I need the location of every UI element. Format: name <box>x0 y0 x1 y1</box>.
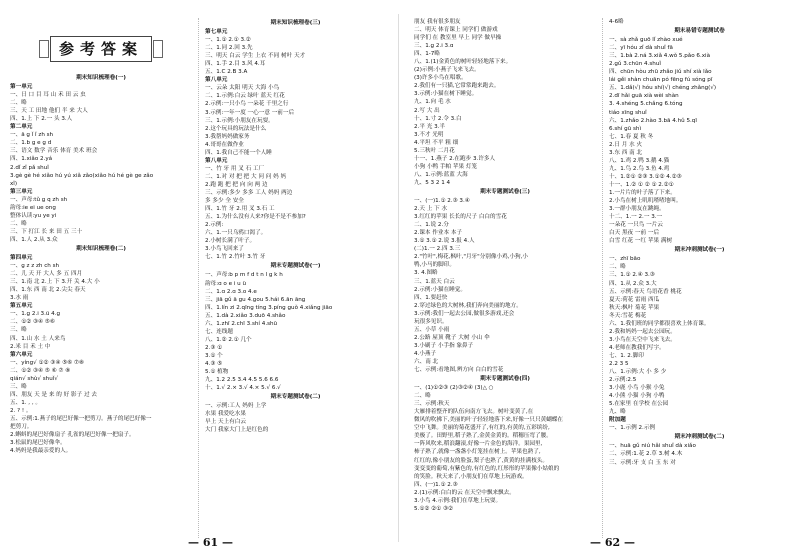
answer-line: 一、1.示例 2.示例 <box>609 425 656 432</box>
answer-line: 2.我和妈妈一起去公园玩。 <box>609 328 676 335</box>
answer-line: 2.(1)示例:白白的云 在天空中飘来飘去。 <box>414 489 515 496</box>
answer-line: 八、1.(1)金黄色的树叶轻轻地落下来。 <box>414 59 512 66</box>
answer-line: 四、1-7略 <box>414 51 440 58</box>
answer-line: 2.米 目 禾 土 中 <box>10 343 51 350</box>
answer-line: 2.公路 屋顶 靴子 大树 小山 伞 <box>414 334 490 341</box>
answer-line: 九、略 <box>609 409 626 416</box>
answer-line: 早上 天上有白云 <box>205 419 246 426</box>
answer-line: 二、略 <box>609 264 626 271</box>
answer-line: 玩很多见识。 <box>414 318 448 325</box>
answer-line: 整体认读:yu ye yi <box>10 212 57 219</box>
answer-line: lái ɡěi shàn chuān pó fēnɡ fú sónɡ pī <box>609 77 713 84</box>
answer-line: 白雪 红花 一红 苹果 满树 <box>609 238 673 245</box>
page-number-left: — 61 — <box>188 536 233 549</box>
answer-line: 三、jiā ɡǔ ā ɡu 4.ɡou 5.hái 6.ān ānɡ <box>205 296 306 303</box>
answer-line: 八、1.示例:大 小 多 少 <box>609 369 667 376</box>
answer-line: 五、1.dǎ(√) hóu shí(√) chénɡ zhǎnɡ(√) <box>609 85 717 92</box>
answer-line: 六、1.zhī 2.chī 3.shí 4.shū <box>205 320 278 327</box>
page-right <box>408 18 796 538</box>
answer-line: 一、竹 牙 用 叉 石 工厂 <box>205 165 265 172</box>
answer-line: 四、1.lín zi 2.qīnɡ tínɡ 3.pínɡ ɡuǒ 4.xiǎnɡ jiāo <box>205 304 333 311</box>
answer-line: tiáo xīnɡ shuǐ <box>609 109 647 116</box>
answer-line: 二、示例:1.花 2.草 3.树 4.木 <box>609 451 683 458</box>
answer-line: 2."竹叶",梅花,枫叶,"月牙"分别像小鸡,小狗,小 <box>414 254 529 261</box>
answer-line: 白天 黑夜 一前 一后 <box>609 230 660 237</box>
answer-line: 2.天 上 下 水 <box>414 206 448 213</box>
answer-line: 九、5 3 2 1 4 <box>414 179 451 186</box>
answer-line: 一、(1)①②③ (2)③②④ (3)△ ○ <box>414 385 494 392</box>
answer-line: 十二、1.一 2.一 3.一 <box>609 214 663 221</box>
answer-line: 三、示例:多少 多多 工人 妈妈 两边 <box>205 189 293 196</box>
answer-line: 2.2 3 5 <box>609 360 629 367</box>
answer-line: 3.一群小朋友在跳绳。 <box>609 206 665 213</box>
answer-line: 二、略 <box>414 393 431 400</box>
answer-line: 五、1.C 2.B 3.A <box>205 69 248 76</box>
answer-line: 一、ā ɡ ǐ ǐ zh sh <box>10 132 54 139</box>
answer-line: 十、1.√ 2.× 3.√ 4.× 5.√ 6.√ <box>205 385 281 392</box>
answer-line: 四、1.山 水 土 人来鸟 <box>10 335 66 342</box>
answer-line: 5.①② ②① ③② <box>414 505 453 512</box>
answer-line: 2.dī hǎi ɡuā xià wèi shàn <box>609 93 679 100</box>
answer-line: 3.松鼠的尾巴好像伞。 <box>10 440 66 447</box>
answer-line: 1.一片片的叶子落了下来。 <box>609 189 676 196</box>
answer-line: 2.日 月 水 火 <box>609 141 643 148</box>
answer-line: 十、1.寸 2.令 3.白 <box>414 115 462 122</box>
answer-line: 三、略 <box>10 383 27 390</box>
unit-heading: 第六单元 <box>10 351 33 358</box>
unit-heading: 第八单元 <box>205 157 228 164</box>
section-heading: 期末冲刺测试卷(二) <box>674 434 725 441</box>
answer-line: 二、1.对 对 把 把 大 问 问 妈 妈 <box>205 173 287 180</box>
answer-line: 大门 我家大门上是红色的 <box>205 427 269 434</box>
answer-line: 水果 我爱吃水果 <box>205 411 246 418</box>
answer-line: 二、1.说 2.分 <box>414 222 449 229</box>
answer-line: 红红的,像小朋友的脸蛋,梨子也熟了,黄黄的挂满枝头。 <box>414 457 548 464</box>
answer-line: 6.shí ɡū shì <box>609 125 642 132</box>
answer-key-title <box>50 36 152 62</box>
answer-line: 4.哥哥在做作业 <box>205 141 244 148</box>
answer-line: 夏天:荷花 雷雨 西瓜 <box>609 296 660 303</box>
answer-line: 三、1.蓝天 白云 <box>414 278 455 285</box>
unit-heading: 第二单元 <box>10 124 33 131</box>
answer-line: 六、1.我们班的同学都很喜欢上体育课。 <box>609 320 710 327</box>
answer-line: 五、1.为什么没有人来?你是不是不参加? <box>205 214 306 221</box>
answer-line: 4.老师在教我们写字。 <box>609 344 665 351</box>
answer-line: 二、1.ɑ 2.ɑ 3.o 4.e <box>205 288 257 295</box>
unit-heading: 第四单元 <box>10 255 33 262</box>
answer-line: 韵母:ɑ o e i u ü <box>205 280 247 287</box>
page-divider <box>398 14 399 542</box>
section-heading: 期末知识梳理卷(二) <box>76 245 126 252</box>
answer-line: 2.这个玩具的玩法是什么 <box>205 125 267 132</box>
answer-line: 5.三秋叶 二月花 <box>414 147 455 154</box>
answer-line: 五、1. , , 。 <box>10 399 42 406</box>
answer-line: 韵母:ie ei ue ong <box>10 204 56 211</box>
section-heading: 期末知识梳理卷(三) <box>270 20 321 26</box>
answer-line: 3.① 个 <box>205 352 223 359</box>
answer-line: 二、1.示例:白云 绿叶 蓝天 红花 <box>205 93 285 100</box>
column-left-1 <box>4 18 198 538</box>
answer-line: 四、(一)1.① 2.③ <box>414 481 458 488</box>
answer-line: (2)示例:小燕子飞来飞去。 <box>414 67 480 74</box>
answer-line: 2.跑 跑 把 把 向 向 两 边 <box>205 181 268 188</box>
answer-line: 2.示例:一只小鸟 一朵花 千里之行 <box>205 101 289 108</box>
section-heading: 期末易错专题测试卷 <box>674 28 725 35</box>
answer-line: 4.妈妈是我最亲爱的人。 <box>10 448 72 455</box>
answer-line: 3.小鹿 小鸟 小猴 小兔 <box>609 385 665 392</box>
answer-line: 3.东 西 南 北 <box>609 149 643 156</box>
answer-line: 4.平坦 不平 粗 细 <box>414 139 459 146</box>
answer-line: 鸭,小马的脚印。 <box>414 262 455 269</box>
answer-line: 把剪刀。 <box>10 424 33 431</box>
answer-line: 三、1.bà 2.ná 3.xiǎ 4.wǒ 5.pǎo 6.xià <box>609 53 711 60</box>
answer-line: 2.小鸟在树上叽叽喳喳地叫。 <box>609 198 682 205</box>
answer-line: 一、1.① 2.① 3.② <box>205 37 251 44</box>
answer-line: 美极了。田野里,稻子熟了,金黄金黄的。稻穗压弯了腰。 <box>414 433 552 440</box>
answer-line: 二、明天 体育课上 同学们 做游戏 <box>414 27 498 34</box>
answer-line: 四、chūn hòu zhū zhǎo jiǔ shí xià lǎo <box>609 69 712 76</box>
answer-line: 三、1.南 北 2.上 下 3.开 关 4.大 小 <box>10 279 100 286</box>
answer-line: 九、1.向 毛 水 <box>414 99 451 106</box>
answer-line: 十一、1.燕子 2.在跑步 3.许多人 <box>414 155 496 162</box>
answer-line: 3.小鸟飞回来了 <box>205 246 244 253</box>
answer-line: 2.ɡǔ 3.chūn 4.shuǐ <box>609 61 661 68</box>
answer-line: 朋友 我有很多朋友 <box>414 19 461 25</box>
answer-line: 二、略 <box>10 100 27 107</box>
answer-line: 一、(一)1.① 2.③ 3.④ <box>414 198 470 205</box>
answer-line: 三、天 工 田地 他们 半 来 大人 <box>10 108 88 115</box>
answer-line: 3.示例:一年一度 一心一意 一前一后 <box>205 109 295 116</box>
answer-line: 七、连线题 <box>205 328 233 335</box>
answer-line: 三、示例:秋天 <box>414 401 450 408</box>
answer-line: 空中飞舞。美丽的菊花盛开了,有红的,有黄的,五彩缤纷, <box>414 425 550 432</box>
unit-heading: 第五单元 <box>10 303 33 310</box>
answer-line: 2. ? ! 。 <box>10 407 32 414</box>
answer-line: 柿子熟了,就像一盏盏小灯笼挂在树上。苹果也熟了, <box>414 449 541 456</box>
answer-line: 小狗 小鸭 手帕 苹果 灯笼 <box>414 163 478 170</box>
answer-line: 三、下 打江 长 来 田 五 三十 <box>10 228 83 235</box>
answer-line: 4.小熊 小猫 小狗 小鸭 <box>609 393 665 400</box>
answer-line: 一、huā ɡǔ niú hǎi shuǐ dà xiǎo <box>609 443 696 450</box>
answer-line: 3.小鸟在天空中飞来飞去。 <box>609 336 676 343</box>
answer-line: 3.不才 光明 <box>414 131 444 138</box>
answer-line: 同学们 在 教室里 早上 同学 做早操 <box>414 35 502 42</box>
answer-line: 八、1.鸡 2.鸭 3.鹅 4.猫 <box>609 157 670 164</box>
answer-line: 二、儿 天 开 大人 多 五 四月 <box>10 271 83 278</box>
answer-line: 2.写 大 出 <box>414 107 440 114</box>
answer-line: 3.小鸟 4.示例:我们在草地上玩耍。 <box>414 497 502 504</box>
answer-line: 四、1.从 2.众 3.大 <box>609 280 657 287</box>
answer-line: 一、日 口 目 耳 山 禾 田 云 虫 <box>10 92 86 99</box>
answer-line: 一、云朵 太阳 明天 大海 小鸟 <box>205 85 280 92</box>
answer-line: 2.平 光 3.半 <box>414 123 446 130</box>
answer-line: (二)1.一 2.四 3.三 <box>414 246 461 253</box>
answer-line: 六、1.zhǎo 2.hào 3.bā 4.hǔ 5.qī <box>609 117 697 124</box>
answer-line: 三、略 <box>10 327 27 334</box>
answer-line: 四、1.我自己不能一个人睡 <box>205 149 272 156</box>
answer-line: 一朵花 一只鸟 一片云 <box>609 222 663 229</box>
answer-line: 微风的吹拂下,美丽的叶子轻轻地落下来,好像一只只黄蝴蝶在 <box>414 417 563 424</box>
unit-heading: 第三单元 <box>10 188 33 195</box>
answer-line: 三、示例:牙 支 白 玉 东 对 <box>609 459 676 466</box>
answer-line: 2.③ ① <box>205 344 223 351</box>
answer-line: qián√ shù√ shuǐ√ <box>10 375 58 382</box>
section-heading: 期末专题测试卷(四) <box>480 376 530 383</box>
answer-line: 八、1.② 2.① 几个 <box>205 336 252 343</box>
answer-line: 3. 4.shénɡ 5.chǎnɡ 6.tónɡ <box>609 101 683 108</box>
answer-line: 2.dǐ zǐ pǎ shuǐ <box>10 164 49 171</box>
answer-line: 四、1.要赶快 <box>414 294 448 301</box>
answer-line: 5.① 植物 <box>205 369 229 376</box>
answer-line: 七、1. 2.脚印 <box>609 352 644 359</box>
section-heading: 期末知识梳理卷(一) <box>76 75 126 81</box>
answer-line: 2.穿过绿色的大树林,我们奔向美丽的地方。 <box>414 302 522 309</box>
answer-line: 四、1.竹 牙 2.用 叉 3.石 工 <box>205 206 275 213</box>
answer-line: 2.蝌蚪的尾巴好像扇子 孔雀的尾巴好像一把扇子。 <box>10 432 135 439</box>
answer-line: 二、yī hóu zǐ dà shuǐ fā <box>609 45 673 52</box>
answer-line: 冬天:雪花 梅花 <box>609 312 647 319</box>
answer-line: 三、语文 数学 音乐 体育 美术 班会 <box>10 148 98 155</box>
answer-line: 大雁排着整齐的队伍向南方飞去。树叶变黄了,在 <box>414 409 534 416</box>
answer-line: 一、ɡ z z zh ch sh <box>10 263 60 270</box>
answer-line: 三、1.ɡ 2.i 3.ɑ <box>414 43 454 50</box>
answer-line: 九、1.鸟 2.鸟 3.鱼 4.鸡 <box>609 165 670 172</box>
answer-line: 二、①② ③④ ⑤⑥ <box>10 319 55 326</box>
unit-heading: 第七单元 <box>205 29 228 36</box>
answer-line: 4.③ ⑤ <box>205 360 223 367</box>
answer-line: 变变变的葡萄,有紫色的,有红色的,红彤彤的苹果像小姑娘的 <box>414 465 560 472</box>
answer-line: 九、1.2 2.5 3.4 4.5 5.6 6.6 <box>205 377 279 384</box>
answer-line: 5.在家里 在学校 在公园 <box>609 401 669 408</box>
answer-line: 3.水 雨 <box>10 295 29 302</box>
answer-line: 3.① 3.① 2.说 3.报 4.人 <box>414 238 475 245</box>
answer-line: 4-6略 <box>609 19 624 25</box>
answer-line: 3.红红的苹果 长长的尺子 白白的雪花 <box>414 214 507 221</box>
answer-line: 3.gè gè hé xiǎo hú yú xiǎ zǎo(xiǎo hú hé gè ge zǎo <box>10 172 154 179</box>
section-heading: 期末专题测试卷(三) <box>480 188 530 195</box>
answer-line: 一、声母:b p m f d t n l ɡ k h <box>205 272 283 279</box>
answer-line: 二、1.b ɡ e ɡ d <box>10 140 52 147</box>
answer-line: 五、示例:春天 鸟语花香 桃花 <box>609 288 682 295</box>
unit-heading: 附加题 <box>609 417 626 424</box>
answer-line: 2.示例:小猫在睡觉。 <box>414 286 466 293</box>
answer-line: 3. 4.图略 <box>414 270 438 277</box>
answer-line: 五、小草 小雨 <box>414 326 450 333</box>
unit-heading: 第一单元 <box>10 84 33 91</box>
answer-line: 七、示例:看地图,辨方向 白白的雪花 <box>414 367 504 374</box>
answer-line: 八、1.示例:蓝蓝 大海 <box>414 171 468 178</box>
answer-line: 六、南 北 <box>414 358 439 365</box>
answer-line: 六、1.一只乌鸦口渴了。 <box>205 230 267 237</box>
answer-line: 2.我们有一只猫,它常常跑来跑去。 <box>414 83 500 90</box>
answer-line: 三、1.示例:小朋友在玩耍。 <box>205 117 274 124</box>
answer-line: 四、1.上 下 2.一 头 3.人 <box>10 116 73 123</box>
answer-line: 2.示例:2.5 <box>609 377 637 384</box>
answer-line: 3.小刷子 小手指 象鼻子 <box>414 342 474 349</box>
column-left-2 <box>198 18 392 538</box>
section-heading: 期末专题测试卷(一) <box>270 263 321 270</box>
answer-line: 二、1.同 2.回 3.先 <box>205 45 253 52</box>
answer-line: 二、①② ③④ ⑤ ⑥ ⑦ ⑧ <box>10 367 71 374</box>
answer-line: 七、1.春 夏 秋 冬 <box>609 133 654 140</box>
unit-heading: 第八单元 <box>205 77 228 84</box>
answer-line: 四、1.xiǎo 2.yá <box>10 156 53 163</box>
answer-line: 一、sà zhǎ ɡuō lǐ zhào xué <box>609 37 683 44</box>
column-right-2 <box>602 18 796 538</box>
answer-line: 3.我帮妈妈做家务 <box>205 133 250 140</box>
answer-line: 一、zhī bāo <box>609 256 641 263</box>
answer-line: 五、示例:1.燕子的尾巴好像一把剪刀。燕子的尾巴好像一 <box>10 415 152 422</box>
section-heading: 期末冲刺测试卷(一) <box>674 247 725 254</box>
page-left <box>4 18 392 538</box>
answer-line: 一、示例:工人 妈妈 上学 <box>205 403 267 410</box>
answer-line: 秋天:枫叶 菊花 苹果 <box>609 304 660 311</box>
answer-line: xǐ) <box>10 180 18 187</box>
column-right-1 <box>408 18 602 538</box>
answer-line: 四、1.东 西 南 北 2.尖尖 春天 <box>10 287 86 294</box>
page-number-right: — 62 — <box>590 536 635 549</box>
answer-line: 3.示例:小猫在树下睡觉。 <box>414 91 478 98</box>
answer-line: 一、1.ɡ 2.i 3.ü 4.ɡ <box>10 311 61 318</box>
title-text: 参考答案 <box>58 39 143 58</box>
answer-line: 三、明天 白云 学生 上衣 不同 树叶 天才 <box>205 53 306 60</box>
answer-line: 四、1.手 2.目 3.风 4.耳 <box>205 61 266 68</box>
answer-line: (3)许多小鸟在唱歌。 <box>414 75 467 82</box>
answer-line: 2.示例: <box>205 222 224 229</box>
answer-line: 多 多少 全 安全 <box>205 198 244 205</box>
answer-line: 一阵风吹来,稻浪翻滚,好像一片金色的海洋。果园里, <box>414 441 543 448</box>
answer-line: 二、略 <box>10 220 27 227</box>
answer-line: 十一、1.② ① ② ① 2.②① <box>609 181 674 188</box>
answer-line: 四、朋友 天 是 来 的 好 影子 过 去 <box>10 391 97 398</box>
answer-line: 4.小燕子 <box>414 350 437 357</box>
answer-line: 七、1.竹 2.竹叶 3.竹 牙 <box>205 254 266 261</box>
answer-line: 三、1.① 2.④ 3.③ <box>609 272 655 279</box>
answer-line: 一、声母:tǔ ɡ q zh sh <box>10 196 68 203</box>
answer-line: 一、yíng√ ①② ③④ ⑤⑥ ⑦⑧ <box>10 359 84 366</box>
answer-line: 十、1.②① ②③ 3.①② 4.②③ <box>609 173 682 180</box>
answer-line: 2.课本 作业本 本子 <box>414 230 463 237</box>
answer-line: 3.示例:我们一起去公园,做很多游戏,还会 <box>414 310 515 317</box>
section-heading: 期末专题测试卷(二) <box>270 394 321 401</box>
answer-line: 五、1.dà 2.xiǎo 3.duō 4.shǎo <box>205 312 286 319</box>
answer-line: 四、1.人 2.从 3.众 <box>10 236 58 243</box>
answer-line: 的笑脸。秋天来了,小朋友们在草地上玩游戏。 <box>414 473 528 480</box>
answer-line: 2.小树长满了叶子。 <box>205 238 256 245</box>
